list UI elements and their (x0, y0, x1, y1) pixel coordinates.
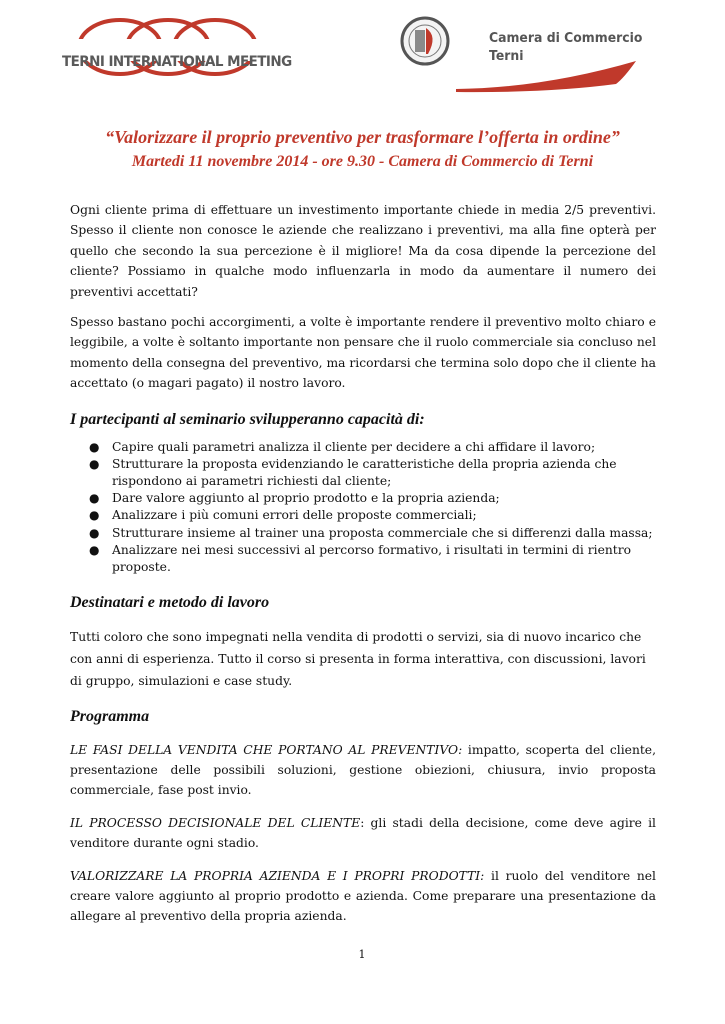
page-number: 1 (358, 948, 366, 961)
program-heading: Programma (70, 708, 150, 726)
list-item-text: Analizzare i più comuni errori delle proposte commerciali; (112, 508, 477, 523)
program-item-title: IL PROCESSO DECISIONALE DEL CLIENTE (70, 816, 361, 831)
bullet-icon: ● (89, 542, 100, 557)
list-item (70, 507, 656, 524)
chamber-name-line2: Terni (489, 48, 524, 64)
list-item (70, 542, 656, 576)
terni-international-meeting-logo (60, 14, 292, 90)
bullet-icon: ● (89, 456, 100, 471)
chamber-name (489, 29, 642, 65)
intro-paragraph-2: Spesso bastano pochi accorgimenti, a volte è importante rendere il preventivo molto chiaro e leggibile, a volte è soltanto importante non pensare che il ruolo commerciale sia concluso nel momento della consegna del preventivo, ma ricordarsi che termina solo dopo che il cliente ha accettato (o magari pagato) il nostro lavoro. (70, 315, 656, 391)
program-item-text: impatto, scoperta del cliente, presentazione delle possibili soluzioni, gestione obiezioni, chiusura, invio proposta commerciale, fase post invio. (70, 743, 656, 798)
audience-heading: Destinatari e metodo di lavoro (70, 594, 270, 612)
program-item (70, 740, 656, 800)
document-title: “Valorizzare il proprio preventivo per trasformare l’offerta in ordine” (105, 127, 620, 147)
list-item (70, 439, 656, 456)
bullet-icon: ● (89, 508, 100, 523)
list-item-text: Dare valore aggiunto al proprio prodotto e la propria azienda; (112, 491, 500, 506)
program-item-text: : gli stadi della decisione, come deve agire il venditore durante ogni stadio. (70, 816, 656, 851)
list-item-text: Strutturare la proposta evidenziando le caratteristiche della propria azienda che rispondono ai parametri richiesti dal cliente; (112, 456, 617, 489)
rings-logo-icon (60, 14, 275, 90)
program-item-title: VALORIZZARE LA PROPRIA AZIENDA E I PROPRI PRODOTTI: (70, 869, 485, 884)
bullet-icon: ● (89, 439, 100, 454)
audience-paragraph: Tutti coloro che sono impegnati nella vendita di prodotti o servizi, sia di nuovo incarico che con anni di esperienza. Tutto il corso si presenta in forma interattiva, con discussioni, lavori di gruppo, simulazioni e case study. (70, 630, 646, 689)
bullet-icon: ● (89, 525, 100, 540)
program-item-title: LE FASI DELLA VENDITA CHE PORTANO AL PREVENTIVO: (70, 743, 463, 758)
list-item (70, 525, 656, 542)
document-body (70, 200, 656, 939)
skills-list (70, 439, 656, 577)
program-item-text: il ruolo del venditore nel creare valore aggiunto al proprio prodotto e azienda. Come preparare una presentazione da allegare al preventivo della propria azienda. (70, 869, 656, 924)
camera-di-commercio-logo (398, 14, 648, 94)
list-item (70, 456, 656, 490)
bullet-icon: ● (89, 491, 100, 506)
list-item-text: Strutturare insieme al trainer una proposta commerciale che si differenzi dalla massa; (112, 525, 653, 540)
intro-paragraph-1: Ogni cliente prima di effettuare un investimento importante chiede in media 2/5 preventivi. Spesso il cliente non conosce le aziende che realizzano i preventivi, ma alla fine opterà per quello che secondo la sua percezione è il migliore! Ma da cosa dipende la percezione del cliente? Possiamo in qualche modo influenzarla in modo da aumentare il numero dei preventivi accettati? (70, 203, 656, 299)
list-item (70, 490, 656, 507)
list-item-text: Capire quali parametri analizza il cliente per decidere a chi affidare il lavoro; (112, 439, 596, 454)
event-date-subtitle: Martedi 11 novembre 2014 - ore 9.30 - Camera di Commercio di Terni (131, 153, 594, 170)
program-item (70, 866, 656, 926)
program-item (70, 813, 656, 853)
list-item-text: Analizzare nei mesi successivi al percorso formativo, i risultati in termini di rientro proposte. (112, 542, 631, 575)
chamber-name-line1: Camera di Commercio (489, 30, 643, 46)
logo-left-text: TERNI INTERNATIONAL MEETING (62, 54, 292, 70)
skills-heading: I partecipanti al seminario svilupperanno capacità di: (70, 410, 425, 428)
